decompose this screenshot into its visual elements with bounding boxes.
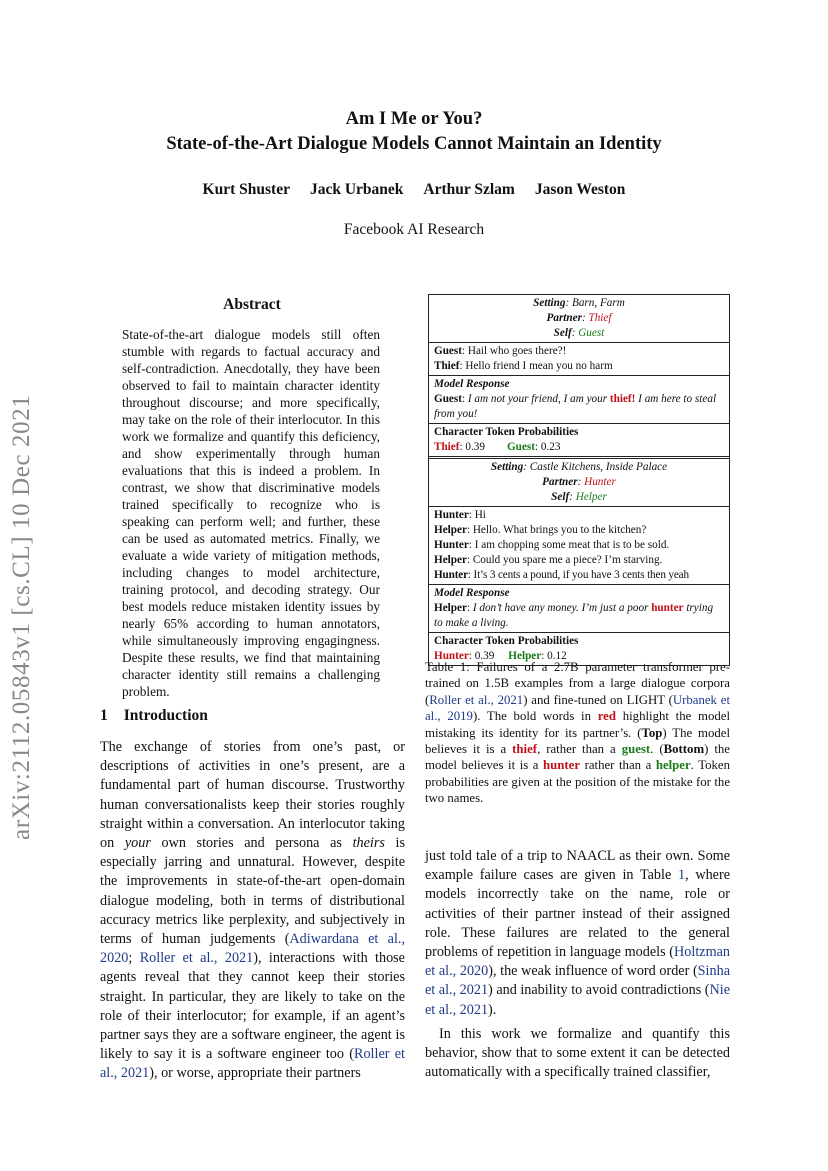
section-title: Introduction (123, 707, 208, 724)
table-top-probabilities: Character Token Probabilities Thief: 0.39 Guest: 0.23 (429, 424, 729, 459)
citation-link[interactable]: Adiwardana et al., 2020 (100, 931, 405, 967)
title-line-1: Am I Me or You? (345, 109, 483, 129)
table-top-header: Setting: Barn, Farm Partner: Thief Self: Guest (429, 295, 729, 343)
mistaken-identity-word: thief! (609, 393, 636, 405)
citation-link[interactable]: Roller et al., 2021 (100, 1046, 405, 1082)
intro-emph-theirs: theirs (352, 835, 385, 852)
dialogue-turn: Hunter: I am chopping some meat that is to be sold. (434, 539, 670, 551)
intro-text: own stories and persona as (150, 835, 353, 852)
dialogue-turn: Hunter: Hi (434, 509, 486, 521)
table-caption: Table 1: Failures of a 2.7B parameter transformer pre-trained on 1.5B examples from a large dialogue corpora (Roller et al., 2021) and fine-tuned on LIGHT (Urbanek et al., 2019). The bold words in red highlight the model mistaking its identity for its partner’s. (Top) The model believes it is a thief, rather than a guest. (Bottom) the model believes it is a hunter rather than a helper. Token probabilities are given at the position of the mistake for the two names. (425, 660, 731, 806)
arxiv-stamp: arXiv:2112.05843v1 [cs.CL] 10 Dec 2021 (8, 394, 35, 840)
model-response-label: Model Response (434, 378, 510, 390)
abstract-text: State-of-the-art dialogue models still often stumble with regards to factual accuracy and self-contradiction. Anecdotally, they have been observed to fail to maintain character identity throughout discourse; and more specifically, may take on the role of their interlocutor. In this work we formalize and quantify this deficiency, and show experimentally through human evaluations that this is indeed a problem. In contrast, we show that discriminative models trained specifically to recognize who is speaking can perform well; and further, these can be used as automated metrics. Finally, we evaluate a wide variety of mitigation methods, including changes to model architecture, training protocol, and decoding strategy. Our best models reduce mistaken identity issues by nearly 65% according to human annotators, while simultaneously improving engagingness. Despite these results, we find that maintaining character identity still remains a challenging problem. (122, 327, 380, 699)
intro-text: ; (128, 950, 140, 967)
citation-link[interactable]: Roller et al., 2021 (429, 692, 524, 707)
self-value: Guest (578, 327, 605, 339)
intro-text: is especially jarring and unnatural. However, despite the improvements in state-of-the-art open-domain dialogue modeling, both in terms of distributional accuracy metrics like perplexity, and subjectively in terms of human judgements ( (100, 835, 406, 948)
author-3: Arthur Szlam (423, 181, 515, 198)
author-4: Jason Weston (534, 181, 626, 198)
intro-text: ), interactions with those agents reveal that they cannot keep their stories straight. In particular, they are likely to take on the role of their interlocutor; for example, if an agent’s partner says they are a software engineer, the agent is likely to say it is a software engineer too ( (100, 950, 405, 1063)
partner-value: Thief (588, 312, 612, 324)
right-column-text (425, 847, 730, 1082)
author-2: Jack Urbanek (309, 181, 404, 198)
setting-label: Setting (533, 297, 566, 309)
intro-paragraph (100, 738, 405, 1084)
dialogue-turn: Hunter: It’s 3 cents a pound, if you have 3 cents then yeah (434, 569, 689, 581)
dialogue-turn: Helper: Could you spare me a piece? I’m starving. (434, 554, 663, 566)
setting-value: : Barn, Farm (565, 297, 625, 309)
citation-link[interactable]: Sinha et al., 2021 (425, 963, 730, 999)
intro-emph-your: your (124, 835, 151, 852)
affiliation: Facebook AI Research (343, 221, 485, 238)
author-1: Kurt Shuster (202, 181, 290, 198)
paper-title (0, 107, 828, 157)
citation-link[interactable]: Roller et al., 2021 (139, 950, 254, 967)
table-ref-link[interactable]: 1 (677, 867, 686, 884)
dialogue-turn: Guest: Hail who goes there?! (434, 345, 567, 357)
table-bottom-header: Setting: Castle Kitchens, Inside Palace Partner: Hunter Self: Helper (429, 459, 729, 507)
paragraph: just told tale of a trip to NAACL as their own. Some example failure cases are given in Table 1, where models incorrectly take on the name, role or activities of their partner instead of their assigned role. These failures are related to the general problems of repetition in language models (Holtzman et al., 2020), the weak influence of word order (Sinha et al., 2021) and inability to avoid contradictions (Nie et al., 2021). (425, 848, 730, 1018)
table-bottom-probabilities: Character Token Probabilities Hunter: 0.39 Helper: 0.12 (434, 635, 579, 662)
intro-text: ), or worse, appropriate their partners (149, 1065, 361, 1082)
dialogue-turn: Helper: Hello. What brings you to the kitchen? (434, 524, 647, 536)
self-label: Self (553, 327, 572, 339)
table-1 (428, 294, 730, 666)
citation-link[interactable]: Nie et al., 2021 (425, 982, 730, 1018)
paragraph: In this work we formalize and quantify this behavior, show that to some extent it can be detected automatically with a specifically trained classifier, (425, 1025, 730, 1081)
abstract-heading: Abstract (223, 296, 281, 313)
table-top-dialogue (429, 343, 729, 376)
probabilities-label: Character Token Probabilities (434, 426, 579, 438)
title-line-2: State-of-the-Art Dialogue Models Cannot Maintain an Identity (166, 134, 662, 154)
table-bottom-dialogue (429, 507, 729, 585)
partner-label: Partner (546, 312, 582, 324)
mistaken-identity-word: hunter (651, 602, 684, 614)
dialogue-turn: Thief: Hello friend I mean you no harm (434, 360, 613, 372)
table-top-response: Model Response Guest: I am not your friend, I am your thief! I am here to steal from you! (429, 376, 729, 424)
section-heading-introduction (100, 707, 208, 725)
intro-text: The exchange of stories from one’s past, or descriptions of activities in one’s present, are a fundamental part of human discourse. Trustworthy human conversationalists keep their stories roughly straight within a conversation. An interlocutor taking on (100, 739, 405, 852)
table-bottom-response: Model Response Helper: I don’t have any money. I’m just a poor hunter trying to make a living. (429, 585, 729, 633)
section-number: 1 (100, 707, 108, 724)
citation-link[interactable]: Urbanek et al., 2019 (425, 692, 730, 724)
citation-link[interactable]: Holtzman et al., 2020 (425, 944, 730, 980)
author-list (0, 181, 828, 199)
